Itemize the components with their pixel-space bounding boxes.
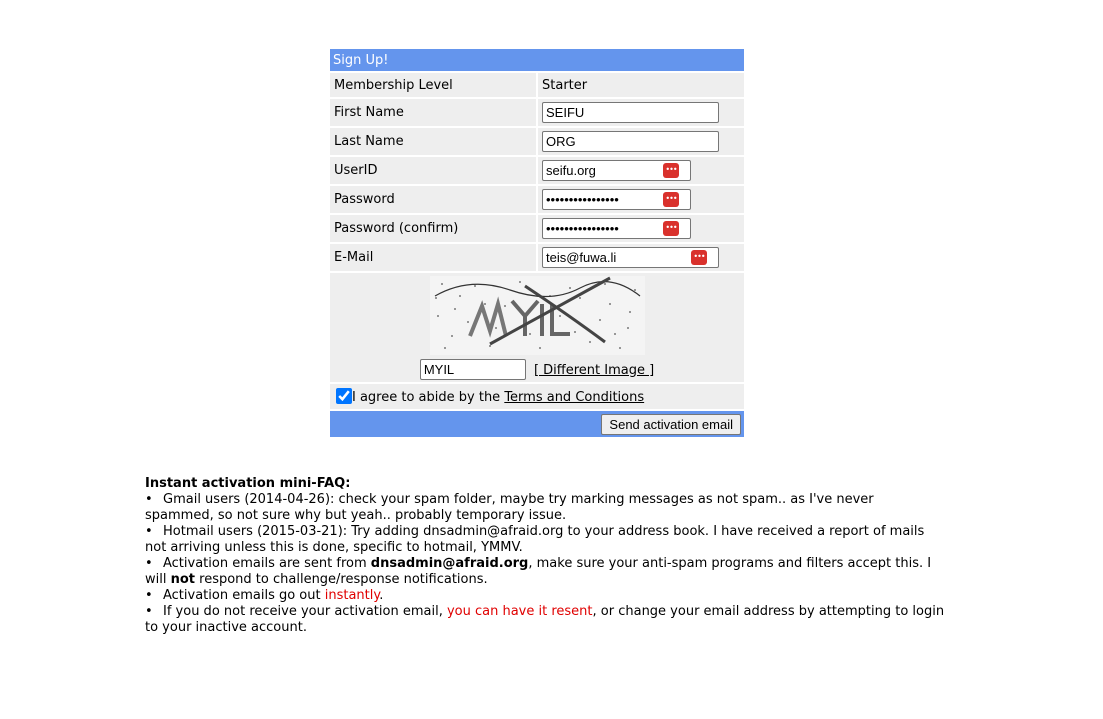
password-manager-icon[interactable]: ••• (663, 221, 679, 236)
emphasis-not: not (170, 572, 196, 587)
faq-item (145, 556, 945, 588)
form-header: Sign Up! (330, 49, 744, 71)
bullet-icon: • (145, 588, 153, 603)
email-label: E-Mail (330, 244, 536, 271)
signup-form (328, 47, 746, 439)
send-activation-button[interactable]: Send activation email (601, 414, 741, 435)
agree-label: I agree to abide by the (352, 390, 505, 405)
email-field (542, 247, 719, 268)
bullet-icon: • (145, 556, 153, 571)
bullet-icon: • (145, 524, 153, 539)
faq-item (145, 524, 945, 556)
last-name-input[interactable] (542, 131, 719, 152)
faq-item (145, 492, 945, 524)
faq-title: Instant activation mini-FAQ: (145, 476, 351, 491)
faq-item (145, 588, 945, 604)
faq-section (145, 476, 945, 636)
admin-email: dnsadmin@afraid.org (370, 556, 529, 571)
faq-item-text: , make sure your anti-spam programs and filters accept this. I will (145, 556, 932, 587)
faq-item-text: Gmail users (2014-04-26): check your spam folder, maybe try marking messages as not spam.. as I've never spammed, so not sure why but yeah.. probably temporary issue. (145, 492, 874, 523)
instantly-text: instantly (324, 588, 380, 603)
userid-field (542, 160, 691, 181)
different-image-link[interactable]: [ Different Image ] (533, 362, 655, 378)
agree-text (352, 390, 644, 405)
password-manager-icon[interactable]: ••• (663, 192, 679, 207)
last-name-label: Last Name (330, 128, 536, 155)
first-name-input[interactable] (542, 102, 719, 123)
faq-item-text: , or change your email address by attempting to login to your inactive account. (145, 604, 945, 635)
captcha-cell (330, 273, 744, 382)
bullet-icon: • (145, 492, 153, 507)
agree-cell (330, 384, 744, 409)
userid-label: UserID (330, 157, 536, 184)
form-footer (330, 411, 744, 437)
faq-item-text: respond to challenge/response notifications. (195, 572, 488, 587)
faq-item-text: Hotmail users (2015-03-21): Try adding dnsadmin@afraid.org to your address book. I have received a report of mails not arriving unless this is done, specific to hotmail, YMMV. (145, 524, 925, 555)
password-label: Password (330, 186, 536, 213)
first-name-label: First Name (330, 99, 536, 126)
resend-link[interactable]: you can have it resent (446, 604, 593, 619)
password-confirm-label: Password (confirm) (330, 215, 536, 242)
membership-value: Starter (538, 73, 744, 97)
faq-item-text: Activation emails go out (163, 588, 325, 603)
faq-item-text: If you do not receive your activation email, (163, 604, 447, 619)
password-field (542, 189, 691, 210)
password-manager-icon[interactable]: ••• (663, 163, 679, 178)
password-confirm-field (542, 218, 691, 239)
password-manager-icon[interactable]: ••• (691, 250, 707, 265)
faq-item-text: Activation emails are sent from (163, 556, 371, 571)
faq-item-text: . (379, 588, 384, 603)
faq-item (145, 604, 945, 636)
captcha-input[interactable] (420, 359, 526, 380)
captcha-image (430, 276, 645, 355)
bullet-icon: • (145, 604, 153, 619)
membership-label: Membership Level (330, 73, 536, 97)
terms-link[interactable]: Terms and Conditions (504, 390, 645, 405)
agree-checkbox[interactable] (336, 388, 352, 404)
